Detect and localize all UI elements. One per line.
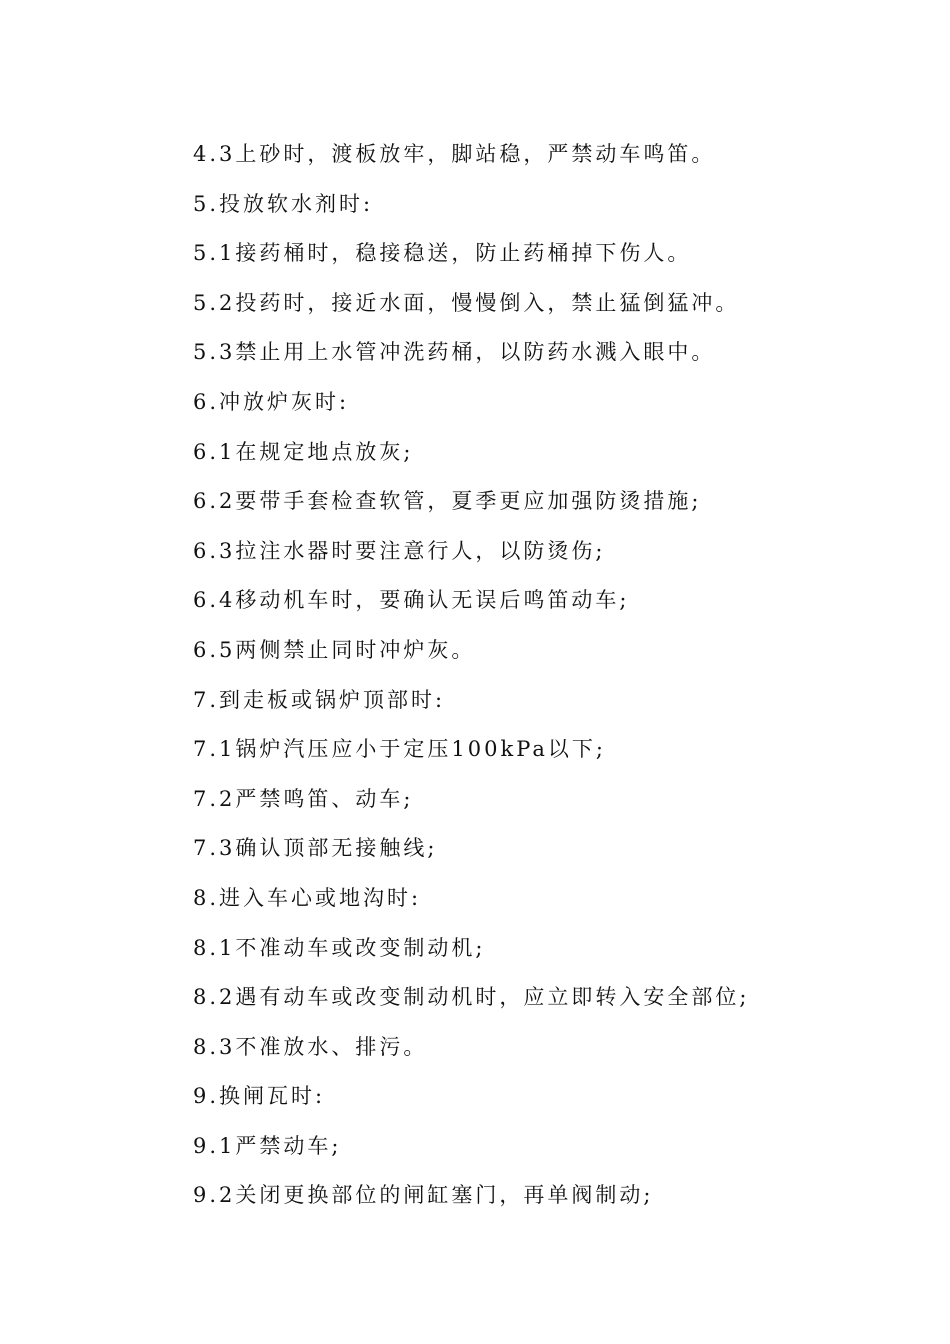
text-line-6-4: 6.4移动机车时，要确认无误后鸣笛动车; [193, 588, 630, 613]
text-line-5-1: 5.1接药桶时，稳接稳送，防止药桶掉下伤人。 [193, 241, 692, 266]
text-line-6-2: 6.2要带手套检查软管，夏季更应加强防烫措施; [193, 489, 702, 514]
text-line-6-5: 6.5两侧禁止同时冲炉灰。 [193, 637, 476, 662]
text-line-5-3: 5.3禁止用上水管冲洗药桶，以防药水溅入眼中。 [193, 340, 716, 365]
document-body [193, 130, 893, 1221]
text-line-8-3: 8.3不准放水、排污。 [193, 1034, 428, 1059]
text-line-8-2: 8.2遇有动车或改变制动机时，应立即转入安全部位; [193, 985, 750, 1010]
section-heading-8: 8.进入车心或地沟时: [193, 885, 422, 910]
text-line-8-1: 8.1不准动车或改变制动机; [193, 935, 486, 960]
text-line-7-3: 7.3确认顶部无接触线; [193, 836, 438, 861]
section-heading-6: 6.冲放炉灰时: [193, 389, 350, 414]
text-line-7-1: 7.1锅炉汽压应小于定压100kPa以下; [193, 737, 606, 762]
section-heading-9: 9.换闸瓦时: [193, 1084, 326, 1109]
text-line-6-1: 6.1在规定地点放灰; [193, 439, 414, 464]
text-line-4-3: 4.3上砂时，渡板放牢，脚站稳，严禁动车鸣笛。 [193, 142, 716, 166]
text-line-7-2: 7.2严禁鸣笛、动车; [193, 786, 414, 811]
section-heading-5: 5.投放软水剂时: [193, 191, 374, 216]
section-heading-7: 7.到走板或锅炉顶部时: [193, 687, 446, 712]
text-line-9-2: 9.2关闭更换部位的闸缸塞门，再单阀制动; [193, 1183, 654, 1208]
text-line-9-1: 9.1严禁动车; [193, 1133, 342, 1158]
text-line-6-3: 6.3拉注水器时要注意行人，以防烫伤; [193, 538, 606, 563]
text-line-5-2: 5.2投药时，接近水面，慢慢倒入，禁止猛倒猛冲。 [193, 290, 740, 315]
